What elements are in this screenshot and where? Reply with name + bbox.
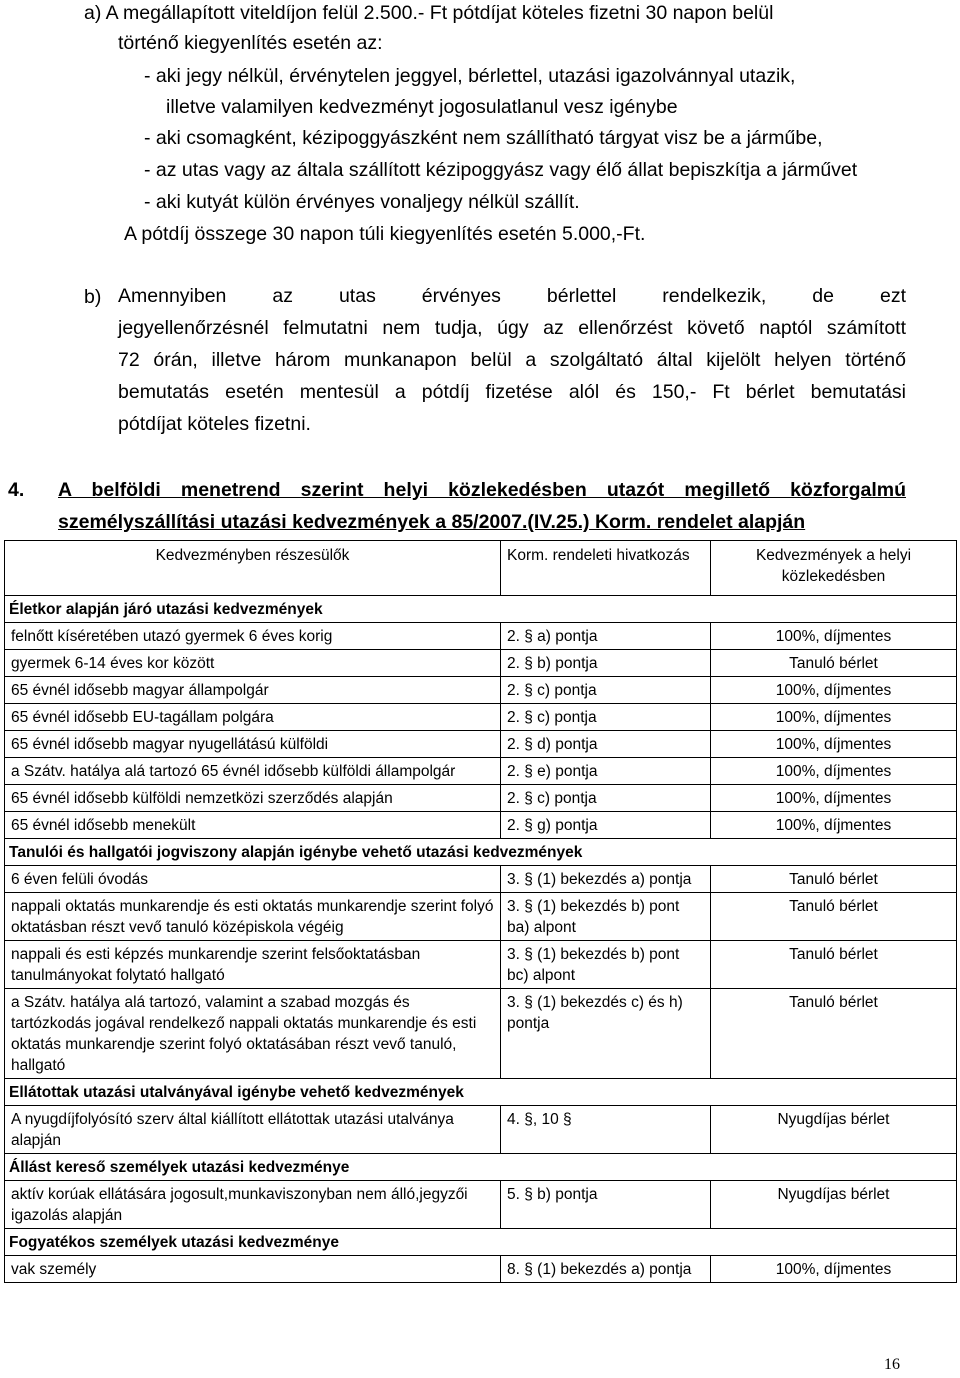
row-ref: 2. § g) pontja [501, 812, 711, 839]
table-row [5, 1106, 957, 1154]
row-ref: 2. § c) pontja [501, 785, 711, 812]
row-who: nappali oktatás munkarendje és esti oktatás munkarendje szerint folyó oktatásban részt vevő tanuló középiskola végéig [5, 893, 501, 941]
section-a-line-6: - az utas vagy az általa szállított kézipoggyász vagy élő állat bepiszkítja a járművet [144, 159, 858, 181]
table-row [5, 623, 957, 650]
table-header-row [5, 541, 957, 596]
table-row [5, 704, 957, 731]
row-who: 65 évnél idősebb EU-tagállam polgára [5, 704, 501, 731]
row-who: 65 évnél idősebb menekült [5, 812, 501, 839]
heading-4-line-1: A belföldi menetrend szerint helyi közlekedésben utazót megillető közforgalmú [58, 479, 906, 501]
row-benefit: 100%, díjmentes [711, 731, 957, 758]
row-benefit: 100%, díjmentes [711, 623, 957, 650]
row-who: a Szátv. hatálya alá tartozó, valamint a szabad mozgás és tartózkodás jogával rendelkező nappali oktatás munkarendje és esti oktatás munkarendje szerint folyó oktatásában részt vevő tanuló, hallgató [5, 989, 501, 1079]
row-ref: 3. § (1) bekezdés a) pontja [501, 866, 711, 893]
section-student-title: Tanulói és hallgatói jogviszony alapján igénybe vehető utazási kedvezmények [5, 839, 957, 866]
row-ref: 3. § (1) bekezdés b) pont bc) alpont [501, 941, 711, 989]
section-age-title: Életkor alapján járó utazási kedvezmények [5, 596, 957, 623]
section-a-line-1: a) A megállapított viteldíjon felül 2.500.- Ft pótdíjat köteles fizetni 30 napon belül [84, 2, 774, 24]
row-benefit: 100%, díjmentes [711, 812, 957, 839]
row-ref: 2. § e) pontja [501, 758, 711, 785]
row-benefit: Tanuló bérlet [711, 866, 957, 893]
table-row [5, 812, 957, 839]
row-ref: 3. § (1) bekezdés b) pont ba) alpont [501, 893, 711, 941]
row-ref: 2. § c) pontja [501, 677, 711, 704]
row-benefit: Nyugdíjas bérlet [711, 1106, 957, 1154]
section-pension-title: Ellátottak utazási utalványával igénybe vehető kedvezmények [5, 1079, 957, 1106]
row-ref: 8. § (1) bekezdés a) pontja [501, 1256, 711, 1283]
section-b-line-1: Amennyiben az utas érvényes bérlettel rendelkezik, de ezt [118, 285, 906, 307]
section-disabled-title: Fogyatékos személyek utazási kedvezménye [5, 1229, 957, 1256]
row-who: a Szátv. hatálya alá tartozó 65 évnél idősebb külföldi állampolgár [5, 758, 501, 785]
row-ref: 2. § a) pontja [501, 623, 711, 650]
section-b-line-4: bemutatás esetén mentesül a pótdíj fizetése alól és 150,- Ft bérlet bemutatási [118, 381, 906, 403]
header-beneficiaries: Kedvezményben részesülők [5, 541, 501, 596]
row-who: 65 évnél idősebb külföldi nemzetközi szerződés alapján [5, 785, 501, 812]
table-row [5, 650, 957, 677]
header-reference: Korm. rendeleti hivatkozás [501, 541, 711, 596]
table-row [5, 1256, 957, 1283]
section-b-line-5: pótdíjat köteles fizetni. [118, 413, 311, 435]
row-benefit: 100%, díjmentes [711, 1256, 957, 1283]
table-row [5, 866, 957, 893]
section-b-marker: b) [84, 286, 102, 308]
section-a-line-7: - aki kutyát külön érvényes vonaljegy nélkül szállít. [144, 191, 580, 213]
page-number: 16 [884, 1356, 900, 1373]
row-who: 65 évnél idősebb magyar nyugellátású külföldi [5, 731, 501, 758]
table-row [5, 677, 957, 704]
row-who: A nyugdíjfolyósító szerv által kiállított ellátottak utazási utalványa alapján [5, 1106, 501, 1154]
heading-4-number: 4. [8, 479, 25, 501]
row-ref: 3. § (1) bekezdés c) és h) pontja [501, 989, 711, 1079]
table-row [5, 758, 957, 785]
row-benefit: Nyugdíjas bérlet [711, 1181, 957, 1229]
row-benefit: 100%, díjmentes [711, 785, 957, 812]
row-benefit: Tanuló bérlet [711, 989, 957, 1079]
row-ref: 4. §, 10 § [501, 1106, 711, 1154]
row-who: 65 évnél idősebb magyar állampolgár [5, 677, 501, 704]
row-benefit: 100%, díjmentes [711, 704, 957, 731]
row-who: felnőtt kíséretében utazó gyermek 6 éves korig [5, 623, 501, 650]
section-a-line-4: illetve valamilyen kedvezményt jogosulatlanul vesz igénybe [166, 96, 678, 118]
row-ref: 5. § b) pontja [501, 1181, 711, 1229]
row-who: nappali és esti képzés munkarendje szerint felsőoktatásban tanulmányokat folytató hallgató [5, 941, 501, 989]
section-a-line-3: - aki jegy nélkül, érvénytelen jeggyel, bérlettel, utazási igazolvánnyal utazik, [144, 65, 796, 87]
row-benefit: Tanuló bérlet [711, 941, 957, 989]
table-row [5, 1181, 957, 1229]
row-who: aktív korúak ellátására jogosult,munkaviszonyban nem álló,jegyzői igazolás alapján [5, 1181, 501, 1229]
table-row [5, 893, 957, 941]
row-who: 6 éven felüli óvodás [5, 866, 501, 893]
row-benefit: Tanuló bérlet [711, 893, 957, 941]
row-benefit: 100%, díjmentes [711, 758, 957, 785]
row-benefit: 100%, díjmentes [711, 677, 957, 704]
section-a-line-5: - aki csomagként, kézipoggyászként nem szállítható tárgyat visz be a járműbe, [144, 127, 823, 149]
section-b-line-2: jegyellenőrzésnél felmutatni nem tudja, úgy az ellenőrzést követő naptól számított [118, 317, 906, 339]
section-a-line-2: történő kiegyenlítés esetén az: [118, 32, 383, 54]
section-jobseeker-title: Állást kereső személyek utazási kedvezménye [5, 1154, 957, 1181]
table-row [5, 989, 957, 1079]
row-who: vak személy [5, 1256, 501, 1283]
section-a-line-8: A pótdíj összege 30 napon túli kiegyenlítés esetén 5.000,-Ft. [124, 223, 646, 245]
section-b-line-3: 72 órán, illetve három munkanapon belül a szolgáltató által kijelölt helyen történő [118, 349, 906, 371]
table-row [5, 785, 957, 812]
table-row [5, 731, 957, 758]
header-benefits: Kedvezmények a helyi közlekedésben [711, 541, 957, 596]
row-ref: 2. § d) pontja [501, 731, 711, 758]
benefits-table [4, 540, 957, 1283]
table-row [5, 941, 957, 989]
row-who: gyermek 6-14 éves kor között [5, 650, 501, 677]
heading-4-line-2: személyszállítási utazási kedvezmények a 85/2007.(IV.25.) Korm. rendelet alapján [58, 511, 806, 533]
row-benefit: Tanuló bérlet [711, 650, 957, 677]
row-ref: 2. § c) pontja [501, 704, 711, 731]
row-ref: 2. § b) pontja [501, 650, 711, 677]
